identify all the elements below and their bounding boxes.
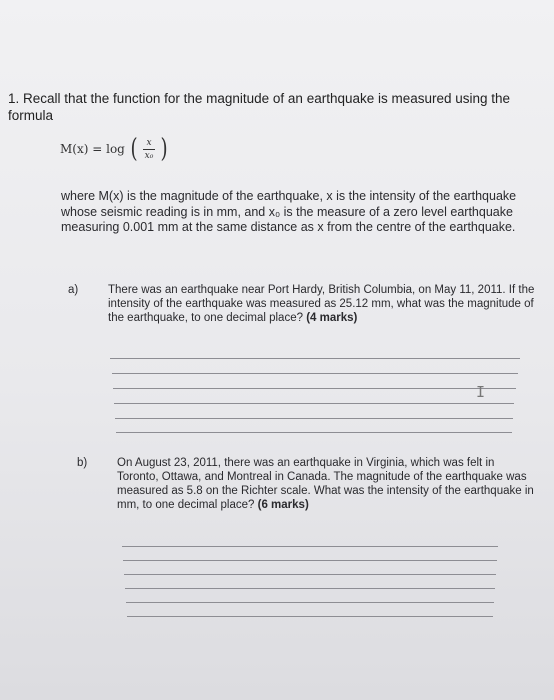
part-a-marks: (4 marks)	[306, 312, 358, 324]
part-a-answer-line[interactable]	[115, 418, 513, 419]
part-a-text: There was an earthquake near Port Hardy, British Columbia, on May 11, 2011. If the intensity of the earthquake was measured as 25.12 mm, what was the magnitude of the earthquake, to one decimal place?	[108, 284, 535, 324]
formula-lhs: M(x) = log	[60, 142, 125, 156]
part-a-answer-line[interactable]	[110, 358, 520, 359]
part-b-answer-line[interactable]	[126, 602, 494, 603]
part-a-answer-line[interactable]	[116, 432, 512, 433]
text-cursor-icon: I	[476, 383, 486, 401]
formula-numerator: x	[146, 137, 152, 148]
formula-denominator: x₀	[144, 150, 154, 161]
part-b-text: On August 23, 2011, there was an earthquake in Virginia, which was felt in Toronto, Ottawa, and Montreal in Canada. The magnitude of the earthquake was measured as 5.8 on the Richter scale. What was the intensity of the earthquake in mm, to one decimal place?	[117, 457, 534, 511]
formula-fraction	[143, 138, 155, 161]
part-b-answer-line[interactable]	[123, 560, 497, 561]
part-b-marks: (6 marks)	[257, 499, 309, 511]
part-b-answer-line[interactable]	[124, 574, 496, 575]
question-intro: 1. Recall that the function for the magnitude of an earthquake is measured using the formula	[8, 91, 511, 123]
part-a-answer-line[interactable]	[114, 403, 514, 404]
part-a-label: a)	[68, 284, 79, 296]
part-b	[77, 456, 537, 512]
part-b-answer-line[interactable]	[127, 616, 493, 617]
formula-description: where M(x) is the magnitude of the earthquake, x is the intensity of the earthquake whose seismic reading is in mm, and x₀ is the measure of a zero level earthquake measuring 0.001 mm at the same distance as x from the centre of the earthquake.	[61, 189, 517, 234]
part-b-answer-line[interactable]	[125, 588, 495, 589]
part-a-answer-line[interactable]	[112, 373, 518, 374]
magnitude-formula: M(x) = log ( $\frac{x}{\text{x₀}}$ )	[60, 134, 168, 164]
part-b-answer-line[interactable]	[122, 546, 498, 547]
part-a	[68, 283, 548, 325]
part-a-answer-line[interactable]	[113, 388, 516, 389]
part-b-label: b)	[77, 457, 88, 469]
